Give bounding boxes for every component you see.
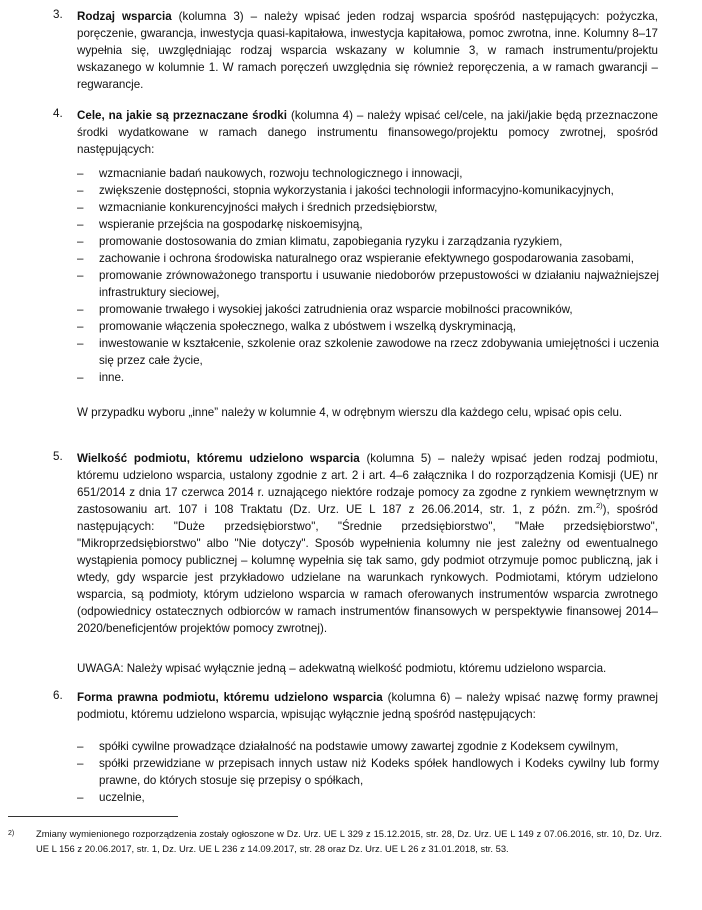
item-text: (kolumna 3) – należy wpisać jeden rodzaj wsparcia spośród następujących: pożyczka, poręczenie, gwarancja, inwestycja quasi-kapitałowa, inwestycja kapitałowa, pomoc zwrotna, inne. Kolumny 8–17 wypełnia się, uwzględniając rodzaj wsparcia wskazany w kolumnie 3, w ramach instrumentu/projektu wskazanego w kolumnie 1. W ramach poręczeń uwzględnia się również reporęczenia, a w ramach gwarancji – regwarancje. bbox=[77, 10, 658, 91]
section-item-5 bbox=[53, 450, 658, 637]
item-number: 5. bbox=[53, 450, 63, 463]
list-item: – promowanie zrównoważonego transportu i usuwanie niedoborów przepustowości w działaniu najważniejszej infrastruktury sieciowej, bbox=[77, 269, 659, 299]
list-item: – inwestowanie w kształcenie, szkolenie oraz szkolenie zawodowe na rzecz zdobywania umiejętności i uczenia się przez całe życie, bbox=[77, 337, 660, 367]
list-item: – wzmacnianie badań naukowych, rozwoju technologicznego i innowacji, bbox=[77, 167, 463, 180]
item-4-note bbox=[53, 404, 658, 421]
footnote-text: Zmiany wymienionego rozporządzenia zostały ogłoszone w Dz. Urz. UE L 329 z 15.12.2015, str. 28, Dz. Urz. UE L 149 z 07.06.2016, str. 10, Dz. Urz. UE L 156 z 20.06.2017, str. 1, Dz. Urz. UE L 236 z 14.09.2017, str. 28 oraz Dz. Urz. UE L 26 z 31.01.2018, str. 53. bbox=[36, 828, 662, 854]
item-number: 3. bbox=[53, 8, 63, 21]
item-5-note bbox=[53, 660, 658, 677]
list-item: – zwiększenie dostępności, stopnia wykorzystania i jakości technologii informacyjno-komunikacyjnych, bbox=[77, 184, 614, 197]
list-item: – wzmacnianie konkurencyjności małych i średnich przedsiębiorstw, bbox=[77, 201, 438, 214]
item-text: (kolumna 6) – należy wpisać nazwę formy prawnej podmiotu, któremu udzielono wsparcia, wpisując wyłącznie jedną spośród następujących: bbox=[77, 691, 658, 721]
goals-list bbox=[77, 165, 659, 386]
item-number: 6. bbox=[53, 689, 63, 702]
list-item: – wspieranie przejścia na gospodarkę niskoemisyjną, bbox=[77, 218, 363, 231]
section-item-6 bbox=[53, 689, 658, 723]
item-title: Cele, na jakie są przeznaczane środki bbox=[77, 109, 287, 122]
list-item: – inne. bbox=[77, 371, 125, 384]
footnote bbox=[8, 826, 662, 856]
legal-form-list bbox=[77, 738, 659, 806]
list-item: – uczelnie, bbox=[77, 791, 145, 804]
item-text: (kolumna 4) – należy wpisać cel/cele, na jaki/jakie będą przeznaczone środki wydatkowane w ramach danego instrumentu finansowego/projektu pomocy zwrotnej, spośród następujących: bbox=[77, 109, 658, 156]
item-text-cont: ), spośród następujących: "Duże przedsiębiorstwo", "Średnie przedsiębiorstwo", "Małe przedsiębiorstwo", "Mikroprzedsiębiorstwo" albo "Nie dotyczy". Sposób wypełnienia kolumny nie jest zależny od ewentualnego wystąpienia pomocy publicznej – kolumnę wypełnia się tak samo, gdy podmiot otrzymuje pomoc publiczną, jak i wtedy, gdy wsparcie jest przykładowo udzielane na warunkach rynkowych. Podmiotami, którym udzielono wsparcia, są podmioty, którym udzielono wsparcia w ramach oferowanych instrumentów wsparcia zwrotnego (odpowiednicy ostatecznych odbiorców w ramach instrumentów finansowych w perspektywie finansowej 2014–2020/beneficjentów projektów pomocy zwrotnej). bbox=[77, 503, 658, 635]
list-item: – promowanie trwałego i wysokiej jakości zatrudnienia oraz wsparcie mobilności pracowników, bbox=[77, 303, 573, 316]
item-text: (kolumna 5) – należy wpisać jeden rodzaj podmiotu, któremu udzielono wsparcia, ustalony zgodnie z art. 2 i art. 4–6 załącznika I do rozporządzenia Komisji (UE) nr 651/2014 z dnia 17 czerwca 2014 r. uznającego niektóre rodzaje pomocy za zgodne z rynkiem wewnętrznym w zastosowaniu art. 107 i 108 Traktatu (Dz. Urz. UE L 187 z 26.06.2014, str. 1, z późn. zm. bbox=[77, 452, 658, 516]
note-text: W przypadku wyboru „inne” należy w kolumnie 4, w odrębnym wierszu dla każdego celu, wpisać opis celu. bbox=[77, 406, 623, 419]
footnote-mark: 2) bbox=[8, 830, 15, 837]
item-number: 4. bbox=[53, 107, 63, 120]
list-item: – spółki cywilne prowadzące działalność na podstawie umowy zawartej zgodnie z Kodeksem cywilnym, bbox=[77, 740, 619, 753]
item-title: Wielkość podmiotu, któremu udzielono wsparcia bbox=[77, 452, 360, 465]
footnote-separator bbox=[8, 816, 178, 817]
uwaga-note: UWAGA: Należy wpisać wyłącznie jedną – adekwatną wielkość podmiotu, któremu udzielono wsparcia. bbox=[77, 662, 607, 675]
section-item-4 bbox=[53, 107, 658, 158]
list-item: – spółki przewidziane w przepisach innych ustaw niż Kodeks spółek handlowych i Kodeks cywilny lub formy prawne, do których stosuje się przepisy o spółkach, bbox=[77, 757, 659, 787]
list-item: – promowanie włączenia społecznego, walka z ubóstwem i wszelką dyskryminacją, bbox=[77, 320, 516, 333]
item-title: Forma prawna podmiotu, któremu udzielono wsparcia bbox=[77, 691, 383, 704]
footnote-reference: 2) bbox=[595, 501, 603, 511]
section-item-3 bbox=[53, 8, 658, 93]
item-title: Rodzaj wsparcia bbox=[77, 10, 172, 23]
list-item: – promowanie dostosowania do zmian klimatu, zapobiegania ryzyku i zarządzania ryzykiem, bbox=[77, 235, 563, 248]
list-item: – zachowanie i ochrona środowiska naturalnego oraz wspieranie efektywnego gospodarowania zasobami, bbox=[77, 252, 634, 265]
